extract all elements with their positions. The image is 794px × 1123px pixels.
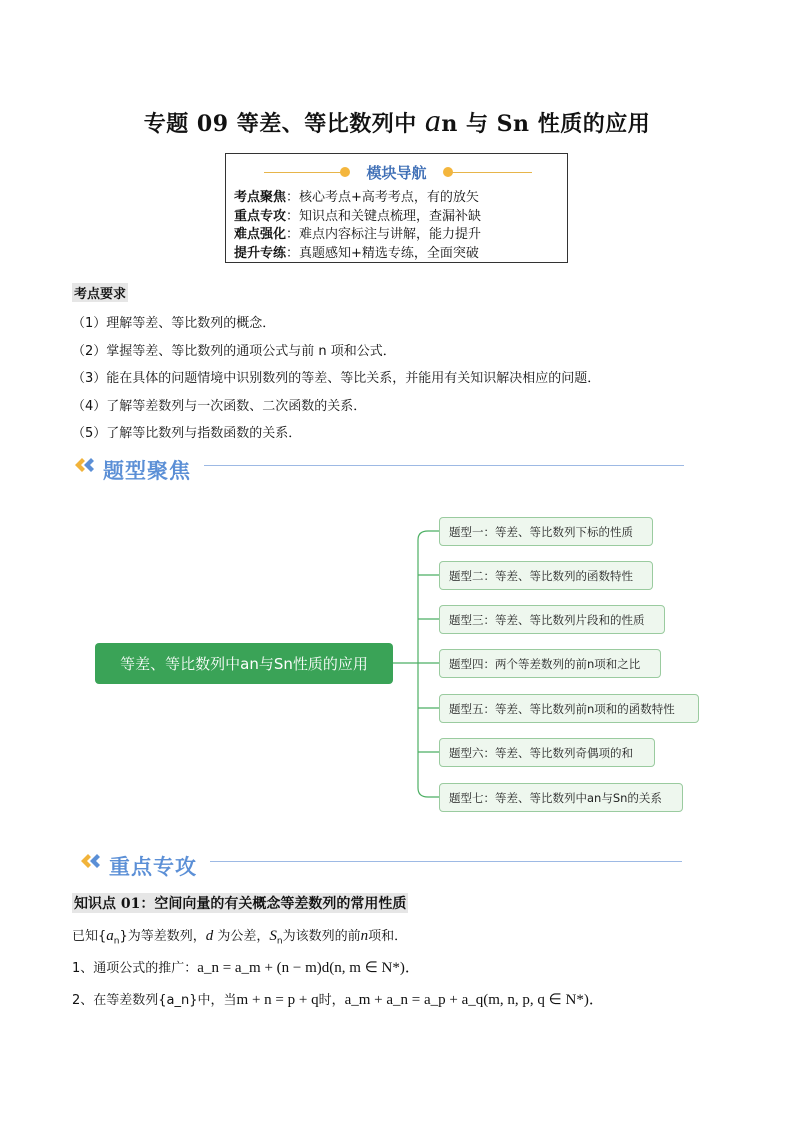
knowledge-item-1: 1、通项公式的推广：a_n = a_m + (n − m)d(n, m ∈ N*)． xyxy=(72,960,420,976)
section-title-key: 重点专攻 xyxy=(109,855,197,879)
mindmap-node: 题型二：等差、等比数列的函数特性 xyxy=(439,561,653,590)
page-title: 专题 09 等差、等比数列中 an 与 Sn 性质的应用 xyxy=(143,102,651,138)
section-title-types: 题型聚焦 xyxy=(103,459,191,483)
knowledge-item-2: 2、在等差数列{a_n}中，当m + n = p + q时，a_m + a_n = a_p + a_q(m, n, p, q ∈ N*)． xyxy=(72,992,604,1008)
section-divider xyxy=(210,861,682,862)
mindmap-node: 题型一：等差、等比数列下标的性质 xyxy=(439,517,653,546)
formula: a_n = a_m + (n − m)d(n, m ∈ N*)． xyxy=(197,960,420,976)
requirement-item: （3）能在具体的问题情境中识别数列的等差、等比关系，并能用有关知识解决相应的问题． xyxy=(72,371,601,387)
mindmap-node: 题型四：两个等差数列的前n项和之比 xyxy=(439,649,661,678)
double-chevron-icon xyxy=(78,848,104,878)
mindmap-node: 题型三：等差、等比数列片段和的性质 xyxy=(439,605,665,634)
formula: a_m + a_n = a_p + a_q(m, n, p, q ∈ N*)． xyxy=(344,992,604,1008)
knowledge-title: 知识点 01：空间向量的有关概念等差数列的常用性质 xyxy=(72,893,408,913)
mindmap-node: 题型五：等差、等比数列前n项和的函数特性 xyxy=(439,694,699,723)
mindmap-node: 题型七：等差、等比数列中an与Sn的关系 xyxy=(439,783,683,812)
knowledge-intro: 已知$\{a_n\}$为等差数列，d 为公差，$S_n$为该数列的前n项和． xyxy=(72,928,408,947)
requirement-item: （4）了解等差数列与一次函数、二次函数的关系． xyxy=(72,398,367,414)
requirement-item: （1）理解等差、等比数列的概念． xyxy=(72,316,276,331)
nav-item: 考点聚焦：核心考点+高考考点，有的放矢 xyxy=(234,190,479,205)
mindmap-root: 等差、等比数列中an与Sn性质的应用 xyxy=(95,643,393,684)
requirement-item: （5）了解等比数列与指数函数的关系． xyxy=(72,426,302,442)
nav-item: 难点强化：难点内容标注与讲解，能力提升 xyxy=(234,227,482,242)
requirement-item: （2）掌握等差、等比数列的通项公式与前 n 项和公式． xyxy=(72,343,396,359)
requirements-title: 考点要求 xyxy=(72,283,128,302)
module-nav-heading: 模块导航 xyxy=(366,164,427,182)
nav-item: 重点专攻：知识点和关键点梳理，查漏补缺 xyxy=(234,208,482,224)
nav-item: 提升专练：真题感知+精选专练，全面突破 xyxy=(234,245,479,261)
mindmap-node: 题型六：等差、等比数列奇偶项的和 xyxy=(439,738,655,767)
title-variable: a xyxy=(424,102,442,138)
